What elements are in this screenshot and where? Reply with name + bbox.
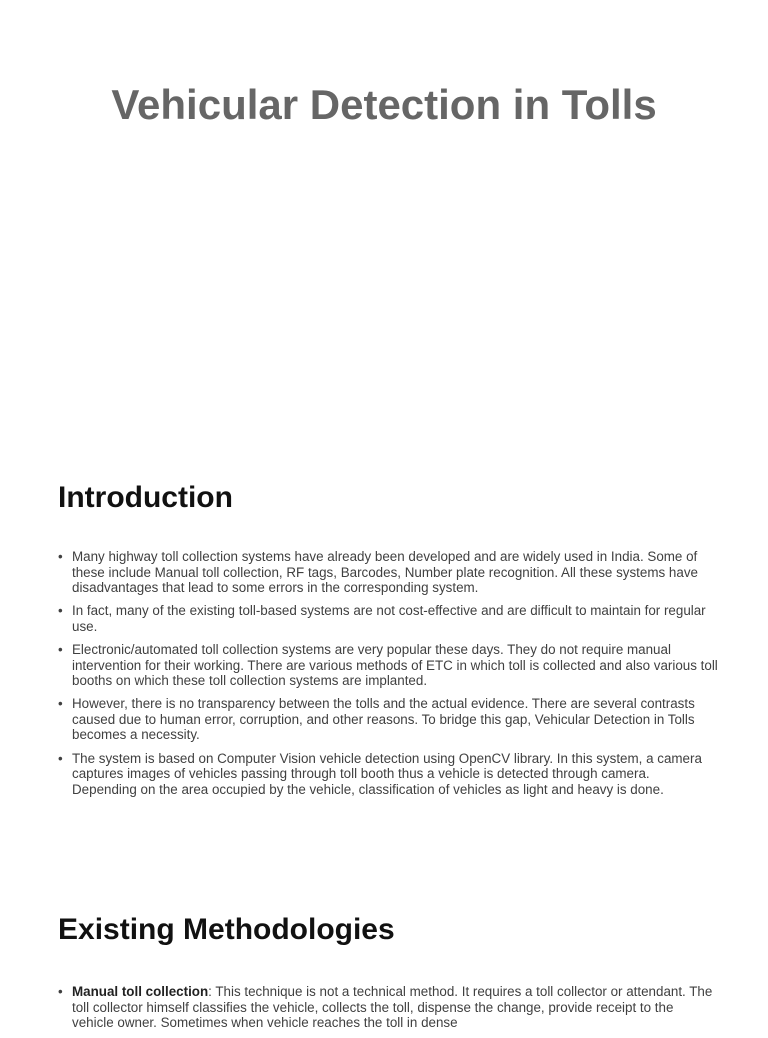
introduction-bullet: • Electronic/automated toll collection systems are very popular these days. They do not require manual intervention for their working. There are various methods of ETC in which toll is collected and also various toll booths on which these toll collection systems are implanted. (58, 642, 718, 689)
methodology-description: : This technique is not a technical method. It requires a toll collector or attendant. The toll collector himself classifies the vehicle, collects the toll, dispense the change, provide receipt to the vehicle owner. Sometimes when vehicle reaches the toll in dense (72, 984, 713, 1031)
introduction-heading: Introduction (58, 481, 233, 514)
methodology-term: Manual toll collection (72, 984, 209, 999)
introduction-bullet: • In fact, many of the existing toll-based systems are not cost-effective and are difficult to maintain for regular use. (58, 603, 718, 634)
introduction-bullet: • However, there is no transparency between the tolls and the actual evidence. There are several contrasts caused due to human error, corruption, and other reasons. To bridge this gap, Vehicular Detection in Tolls becomes a necessity. (58, 696, 718, 743)
slide-title: Vehicular Detection in Tolls (111, 81, 657, 128)
introduction-bullet: • The system is based on Computer Vision vehicle detection using OpenCV library. In this system, a camera captures images of vehicles passing through toll booth thus a vehicle is detected through camera. Depending on the area occupied by the vehicle, classification of vehicles as light and heavy is done. (58, 751, 718, 798)
existing-methodologies-bullet-list (58, 984, 718, 1038)
introduction-bullet: • Many highway toll collection systems have already been developed and are widely used in India. Some of these include Manual toll collection, RF tags, Barcodes, Number plate recognition. All these systems have disadvantages that lead to some errors in the corresponding system. (58, 549, 718, 596)
introduction-bullet-list (58, 549, 718, 805)
existing-methodologies-heading: Existing Methodologies (58, 913, 395, 946)
